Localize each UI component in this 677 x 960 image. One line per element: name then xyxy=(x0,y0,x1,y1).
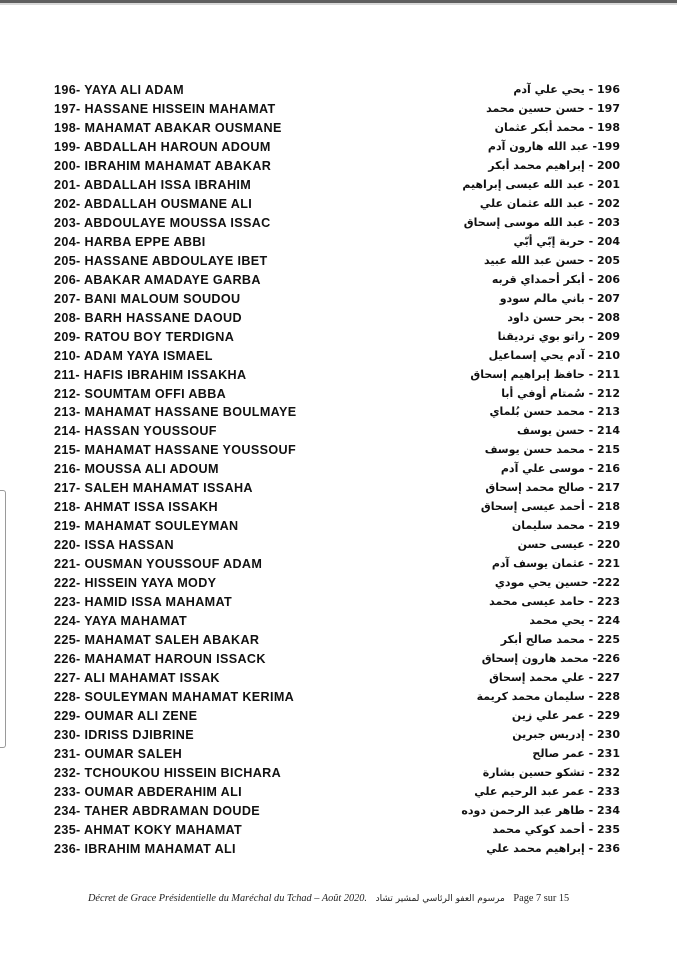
name-latin: 219- MAHAMAT SOULEYMAN xyxy=(54,519,239,534)
list-item xyxy=(54,479,620,498)
list-item xyxy=(54,385,620,404)
footer-decree-title: Décret de Grace Présidentielle du Maréchal du Tchad – Août 2020. xyxy=(88,893,368,904)
list-item xyxy=(54,612,620,631)
name-latin: 205- HASSANE ABDOULAYE IBET xyxy=(54,253,268,268)
name-latin: 207- BANI MALOUM SOUDOU xyxy=(54,291,241,306)
list-item xyxy=(54,290,620,309)
name-latin: 202- ABDALLAH OUSMANE ALI xyxy=(54,196,253,211)
name-latin: 218- AHMAT ISSA ISSAKH xyxy=(54,500,218,515)
list-item xyxy=(54,195,620,214)
name-arabic: 235 - أحمد كوكي محمد xyxy=(492,822,620,836)
list-item xyxy=(54,422,620,441)
name-latin: 236- IBRAHIM MAHAMAT ALI xyxy=(54,841,236,856)
list-item xyxy=(54,688,620,707)
name-arabic: 233 - عمر عبد الرحيم علي xyxy=(474,784,620,798)
name-latin: 216- MOUSSA ALI ADOUM xyxy=(54,462,219,477)
list-item xyxy=(54,100,620,119)
list-item xyxy=(54,176,620,195)
name-arabic: 234 - طاهر عبد الرحمن دوده xyxy=(461,803,620,817)
name-arabic: 225 - محمد صالح أبكر xyxy=(500,633,620,647)
list-item xyxy=(54,631,620,650)
window-top-shadow xyxy=(0,3,677,5)
list-item xyxy=(54,669,620,688)
list-item xyxy=(54,119,620,138)
list-item xyxy=(54,271,620,290)
name-latin: 206- ABAKAR AMADAYE GARBA xyxy=(54,272,261,287)
footer-page-number: Page 7 sur 15 xyxy=(513,893,570,904)
list-item xyxy=(54,138,620,157)
name-arabic: 213 - محمد حسن بُلماي xyxy=(489,405,620,419)
name-arabic: 219 - محمد سليمان xyxy=(511,519,620,533)
name-arabic: 208 - بحر حسن داود xyxy=(507,310,620,324)
name-latin: 212- SOUMTAM OFFI ABBA xyxy=(54,386,227,401)
list-item xyxy=(54,574,620,593)
name-latin: 229- OUMAR ALI ZENE xyxy=(54,708,198,723)
name-latin: 234- TAHER ABDRAMAN DOUDE xyxy=(54,803,261,818)
name-latin: 235- AHMAT KOKY MAHAMAT xyxy=(54,822,243,837)
name-arabic: 228 - سليمان محمد كريمة xyxy=(476,690,620,703)
name-arabic: 230 - إدريس جبرين xyxy=(512,727,620,741)
name-arabic: 198 - محمد أبكر عثمان xyxy=(494,120,620,134)
name-latin: 222- HISSEIN YAYA MODY xyxy=(54,576,217,591)
name-latin: 201- ABDALLAH ISSA IBRAHIM xyxy=(54,177,252,192)
name-latin: 214- HASSAN YOUSSOUF xyxy=(54,424,217,439)
name-arabic: 204 - حربة إبّي أبّي xyxy=(513,234,620,248)
list-item xyxy=(54,650,620,669)
list-item xyxy=(54,460,620,479)
list-item xyxy=(54,536,620,555)
name-latin: 211- HAFIS IBRAHIM ISSAKHA xyxy=(54,367,247,382)
name-latin: 231- OUMAR SALEH xyxy=(54,746,183,761)
page-footer xyxy=(88,893,608,904)
name-latin: 203- ABDOULAYE MOUSSA ISSAC xyxy=(54,215,271,230)
name-arabic: 236 - إبراهيم محمد علي xyxy=(486,841,620,855)
list-item xyxy=(54,328,620,347)
name-arabic: 215 - محمد حسن يوسف xyxy=(484,443,620,457)
name-latin: 198- MAHAMAT ABAKAR OUSMANE xyxy=(54,120,282,135)
list-item xyxy=(54,840,620,859)
name-arabic: 212 - سُمتام أوفي أبا xyxy=(501,386,620,400)
list-item xyxy=(54,498,620,517)
name-latin: 209- RATOU BOY TERDIGNA xyxy=(54,329,235,344)
name-arabic: 207 - باني مالم سودو xyxy=(499,291,620,305)
name-arabic: 196 - يحي علي آدم xyxy=(513,83,620,96)
name-arabic: 220 - عيسى حسن xyxy=(517,538,620,552)
name-latin: 196- YAYA ALI ADAM xyxy=(54,83,184,97)
list-item xyxy=(54,309,620,328)
list-item xyxy=(54,821,620,840)
name-arabic: 224 - يحي محمد xyxy=(529,614,620,628)
name-arabic: 216 - موسى علي آدم xyxy=(500,462,620,476)
list-item xyxy=(54,783,620,802)
list-item xyxy=(54,517,620,536)
name-arabic: 209 - راتو بوي ترديقنا xyxy=(497,329,620,343)
name-latin: 221- OUSMAN YOUSSOUF ADAM xyxy=(54,557,263,572)
name-latin: 213- MAHAMAT HASSANE BOULMAYE xyxy=(54,405,297,420)
name-latin: 204- HARBA EPPE ABBI xyxy=(54,234,206,249)
list-item xyxy=(54,745,620,764)
list-item xyxy=(54,802,620,821)
name-latin: 215- MAHAMAT HASSANE YOUSSOUF xyxy=(54,443,296,458)
name-arabic: 222- حسين يحي مودي xyxy=(494,576,620,590)
name-arabic: 210 - آدم يحي إسماعيل xyxy=(488,348,620,362)
name-arabic: 206 - أبكر أحمداي قربه xyxy=(491,272,620,286)
name-latin: 224- YAYA MAHAMAT xyxy=(54,614,188,629)
name-latin: 233- OUMAR ABDERAHIM ALI xyxy=(54,784,242,799)
name-arabic: 231 - عمر صالح xyxy=(532,746,620,760)
name-latin: 225- MAHAMAT SALEH ABAKAR xyxy=(54,633,260,648)
name-latin: 223- HAMID ISSA MAHAMAT xyxy=(54,595,233,610)
list-item xyxy=(54,403,620,422)
list-item xyxy=(54,555,620,574)
list-item xyxy=(54,707,620,726)
name-arabic: 223 - حامد عيسى محمد xyxy=(489,595,620,609)
list-item xyxy=(54,764,620,783)
name-latin: 200- IBRAHIM MAHAMAT ABAKAR xyxy=(54,158,272,173)
name-arabic: 197 - حسن حسين محمد xyxy=(486,101,620,115)
name-arabic: 199- عبد الله هارون آدم xyxy=(487,139,620,153)
list-item xyxy=(54,157,620,176)
name-arabic: 202 - عبد الله عثمان علي xyxy=(479,196,620,210)
name-arabic: 229 - عمر علي زين xyxy=(511,708,620,722)
list-item xyxy=(54,441,620,460)
name-arabic: 218 - أحمد عيسى إسحاق xyxy=(480,500,620,514)
name-arabic: 201 - عبد الله عيسى إبراهيم xyxy=(462,177,620,191)
list-item xyxy=(54,347,620,366)
name-latin: 226- MAHAMAT HAROUN ISSACK xyxy=(54,652,266,667)
name-arabic: 200 - إبراهيم محمد أبكر xyxy=(488,158,620,172)
list-item xyxy=(54,593,620,612)
list-item xyxy=(54,726,620,745)
name-arabic: 221 - عثمان يوسف آدم xyxy=(491,557,620,571)
name-latin: 208- BARH HASSANE DAOUD xyxy=(54,310,242,325)
list-item xyxy=(54,233,620,252)
name-latin: 230- IDRISS DJIBRINE xyxy=(54,727,194,742)
name-latin: 227- ALI MAHAMAT ISSAK xyxy=(54,671,220,686)
name-latin: 220- ISSA HASSAN xyxy=(54,538,174,553)
name-arabic: 217 - صالح محمد إسحاق xyxy=(485,481,620,495)
scrollbar-handle[interactable] xyxy=(0,490,6,748)
list-item xyxy=(54,366,620,385)
name-latin: 210- ADAM YAYA ISMAEL xyxy=(54,348,213,363)
pardon-name-list xyxy=(54,81,620,859)
name-latin: 199- ABDALLAH HAROUN ADOUM xyxy=(54,139,271,154)
name-latin: 197- HASSANE HISSEIN MAHAMAT xyxy=(54,101,276,116)
name-arabic: 227 - علي محمد إسحاق xyxy=(489,671,620,685)
name-arabic: 205 - حسن عبد الله عبيد xyxy=(484,253,620,267)
name-latin: 228- SOULEYMAN MAHAMAT KERIMA xyxy=(54,690,295,704)
name-arabic: 214 - حسن يوسف xyxy=(517,424,620,438)
name-arabic: 226- محمد هارون إسحاق xyxy=(481,652,620,666)
name-arabic: 203 - عبد الله موسى إسحاق xyxy=(463,215,620,229)
list-item xyxy=(54,81,620,100)
name-arabic: 211 - حافظ إبراهيم إسحاق xyxy=(470,367,620,381)
name-arabic: 232 - تشكو حسين بشارة xyxy=(482,765,620,779)
name-latin: 232- TCHOUKOU HISSEIN BICHARA xyxy=(54,765,282,780)
footer-decree-title-arabic: مرسوم العفو الرئاسي لمشير تشاد xyxy=(375,894,505,904)
list-item xyxy=(54,252,620,271)
name-latin: 217- SALEH MAHAMAT ISSAHA xyxy=(54,481,253,496)
list-item xyxy=(54,214,620,233)
